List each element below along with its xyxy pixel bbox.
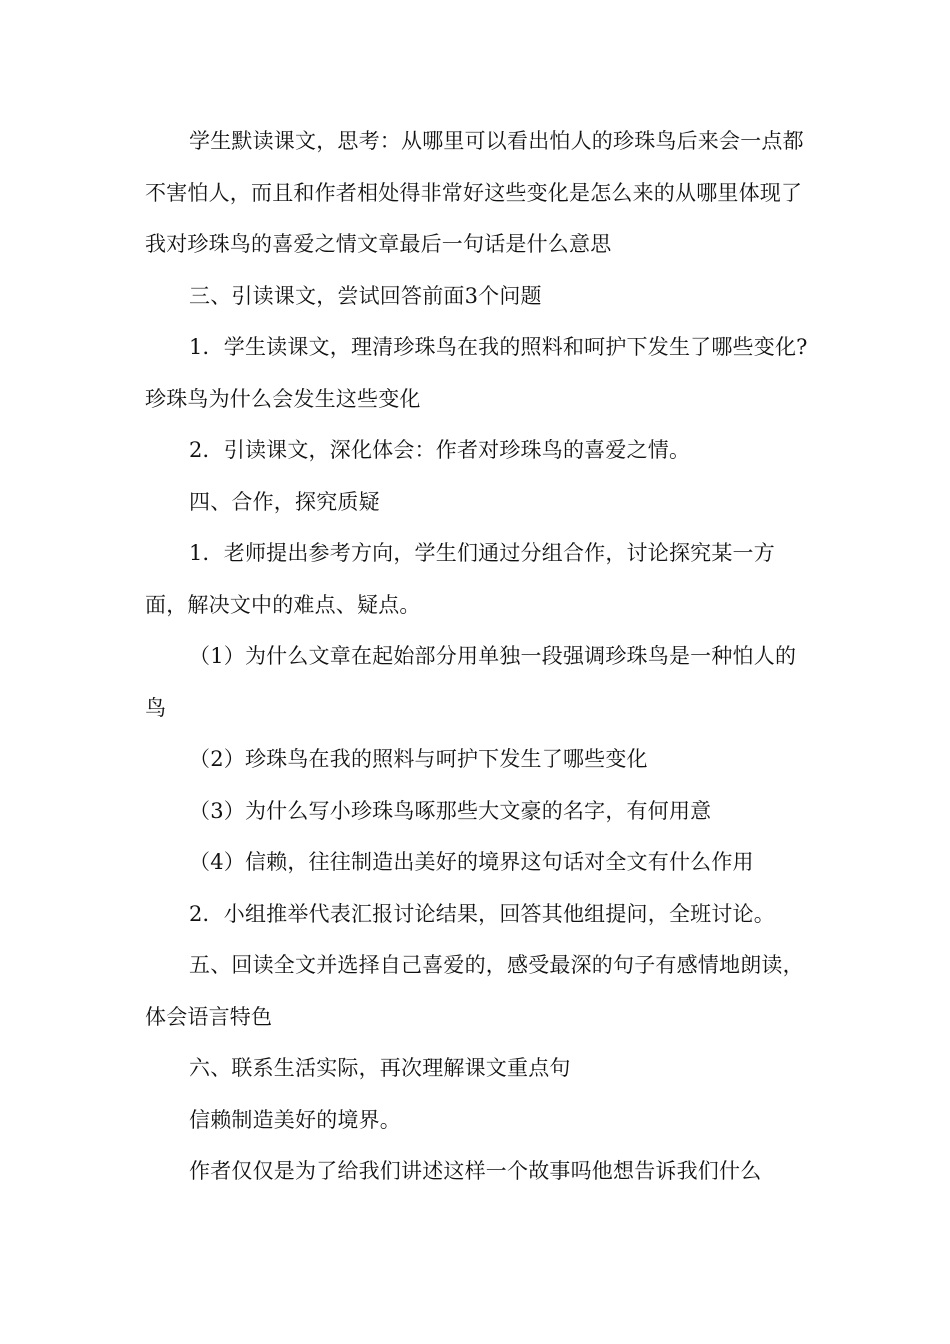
question-item-1: （1）为什么文章在起始部分用单独一段强调珍珠鸟是一种怕人的鸟 xyxy=(145,644,797,720)
question-item-4: （4）信赖，往往制造出美好的境界这句话对全文有什么作用 xyxy=(189,850,754,874)
paragraph-group-work: 1．老师提出参考方向，学生们通过分组合作，讨论探究某一方面，解决文中的难点、疑点。 xyxy=(145,541,775,617)
document-body xyxy=(145,116,810,1198)
paragraph-step-1: 1．学生读课文，理清珍珠鸟在我的照料和呵护下发生了哪些变化?珍珠鸟为什么会发生这些变化 xyxy=(145,335,808,411)
question-item-3: （3）为什么写小珍珠鸟啄那些大文豪的名字，有何用意 xyxy=(189,798,712,823)
question-item-2: （2）珍珠鸟在我的照料与呵护下发生了哪些变化 xyxy=(189,747,648,771)
paragraph-key-sentence: 信赖制造美好的境界。 xyxy=(189,1107,401,1132)
heading-section-three: 三、引读课文，尝试回答前面3个问题 xyxy=(189,283,542,308)
heading-section-four: 四、合作，探究质疑 xyxy=(189,489,380,514)
heading-section-five: 五、回读全文并选择自己喜爱的，感受最深的句子有感情地朗读，体会语言特色 xyxy=(145,953,804,1029)
paragraph-closing-question: 作者仅仅是为了给我们讲述这样一个故事吗他想告诉我们什么 xyxy=(189,1159,762,1183)
paragraph-report: 2．小组推举代表汇报讨论结果，回答其他组提问，全班讨论。 xyxy=(189,901,775,926)
heading-section-six: 六、联系生活实际，再次理解课文重点句 xyxy=(189,1056,571,1080)
paragraph-reading-questions: 学生默读课文，思考：从哪里可以看出怕人的珍珠鸟后来会一点都不害怕人，而且和作者相处得非常好这些变化是怎么来的从哪里体现了我对珍珠鸟的喜爱之情文章最后一句话是什么意思 xyxy=(145,129,804,256)
paragraph-step-2: 2．引读课文，深化体会：作者对珍珠鸟的喜爱之情。 xyxy=(189,438,691,462)
